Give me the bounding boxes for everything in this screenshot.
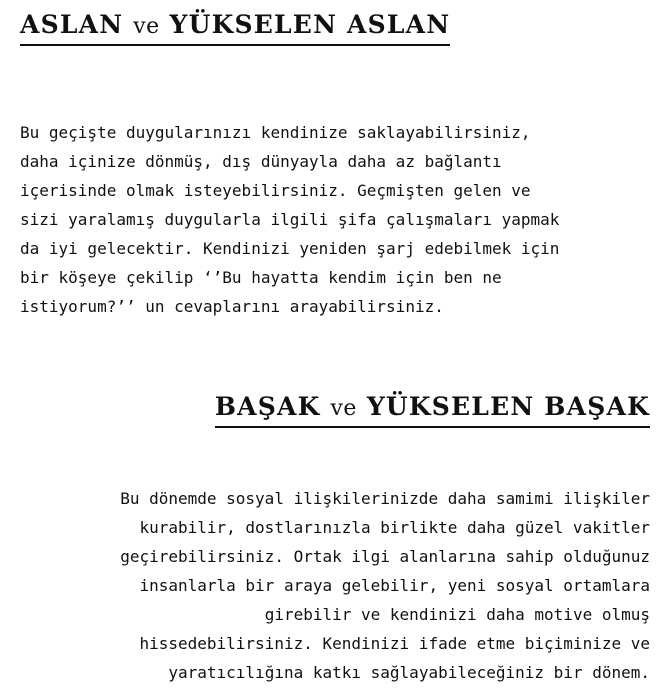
paragraph-line: geçirebilirsiniz. Ortak ilgi alanlarına sahip olduğunuz <box>120 547 650 566</box>
section-paragraph-aslan <box>20 118 559 321</box>
section-paragraph-basak <box>120 484 650 687</box>
paragraph-line: içerisinde olmak isteyebilirsiniz. Geçmişten gelen ve <box>20 181 531 200</box>
paragraph-line: bir köşeye çekilip ‘’Bu hayatta kendim için ben ne <box>20 268 502 287</box>
heading-conjunction: ve <box>330 396 357 421</box>
paragraph-line: da iyi gelecektir. Kendinizi yeniden şarj edebilmek için <box>20 239 560 258</box>
paragraph-line: Bu geçişte duygularınızı kendinize saklayabilirsiniz, <box>20 123 531 142</box>
heading-conjunction: ve <box>133 14 160 39</box>
paragraph-line: Bu dönemde sosyal ilişkilerinizde daha samimi ilişkiler <box>120 489 650 508</box>
heading-rising-sign: YÜKSELEN ASLAN <box>169 10 451 39</box>
heading-rising-sign: YÜKSELEN BAŞAK <box>366 392 650 421</box>
paragraph-line: insanlarla bir araya gelebilir, yeni sosyal ortamlara <box>139 576 650 595</box>
heading-sign: ASLAN <box>20 10 124 39</box>
section-heading-basak <box>215 392 650 428</box>
paragraph-line: daha içinize dönmüş, dış dünyayla daha az bağlantı <box>20 152 502 171</box>
paragraph-line: yaratıcılığına katkı sağlayabileceğiniz bir dönem. <box>168 663 650 682</box>
paragraph-line: sizi yaralamış duygularla ilgili şifa çalışmaları yapmak <box>20 210 560 229</box>
paragraph-line: kurabilir, dostlarınızla birlikte daha güzel vakitler <box>139 518 650 537</box>
section-heading-aslan <box>20 10 450 46</box>
paragraph-line: girebilir ve kendinizi daha motive olmuş <box>264 605 650 624</box>
heading-sign: BAŞAK <box>214 392 321 421</box>
paragraph-line: istiyorum?’’ un cevaplarını arayabilirsiniz. <box>20 297 444 316</box>
paragraph-line: hissedebilirsiniz. Kendinizi ifade etme biçiminize ve <box>139 634 650 653</box>
